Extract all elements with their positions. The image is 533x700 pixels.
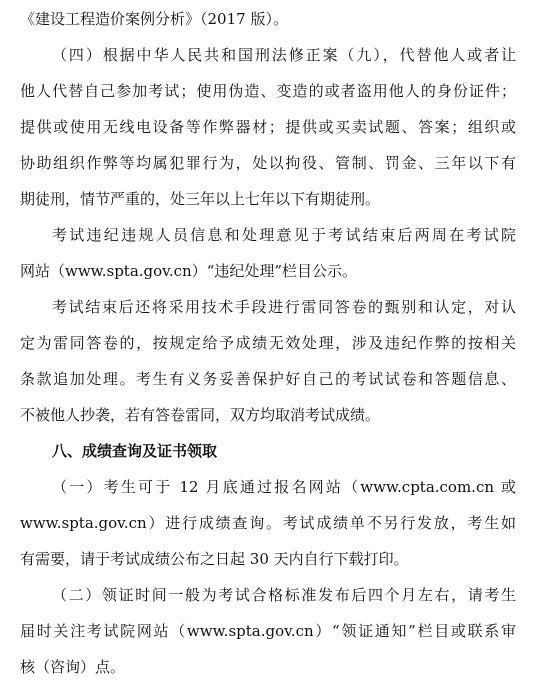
text-line: （二）领证时间一般为考试合格标准发布后四个月左右，请考生: [52, 586, 516, 604]
text-line: 协助组织作弊等均属犯罪行为，处以拘役、管制、罚金、三年以下有: [20, 154, 516, 172]
text-line: 不被他人抄袭，若有答卷雷同，双方均取消考试成绩。: [20, 406, 381, 424]
text-line: 届时关注考试院网站（www.spta.gov.cn）“领证通知”栏目或联系审: [20, 622, 516, 640]
text-line: （四）根据中华人民共和国刑法修正案（九），代替他人或者让: [52, 46, 516, 64]
text-line: 期徒刑，情节严重的，处三年以上七年以下有期徒刑。: [20, 190, 381, 208]
text-line: 核（咨询）点。: [20, 658, 126, 676]
text-line: 有需要，请于考试成绩公布之日起 30 天内自行下载打印。: [20, 550, 409, 568]
text-line: 他人代替自己参加考试；使用伪造、变造的或者盗用他人的身份证件；: [20, 82, 516, 100]
text-line: 考试违纪违规人员信息和处理意见于考试结束后两周在考试院: [52, 226, 516, 244]
text-line: （一）考生可于 12 月底通过报名网站（www.cpta.com.cn 或: [52, 478, 516, 496]
section-heading: 八、成绩查询及证书领取: [52, 442, 218, 460]
text-line: www.spta.gov.cn）进行成绩查询。考试成绩单不另行发放，考生如: [20, 514, 516, 532]
text-line: 提供或使用无线电设备等作弊器材；提供或买卖试题、答案；组织或: [20, 118, 516, 136]
text-line: 考试结束后还将采用技术手段进行雷同答卷的甄别和认定，对认: [52, 298, 516, 316]
text-line: 网站（www.spta.gov.cn）“违纪处理”栏目公示。: [20, 262, 358, 280]
text-line: 《建设工程造价案例分析》（2017 版）。: [20, 10, 288, 28]
text-line: 定为雷同答卷的，按规定给予成绩无效处理，涉及违纪作弊的按相关: [20, 334, 516, 352]
text-line: 条款追加处理。考生有义务妥善保护好自己的考试试卷和答题信息、: [20, 370, 516, 388]
